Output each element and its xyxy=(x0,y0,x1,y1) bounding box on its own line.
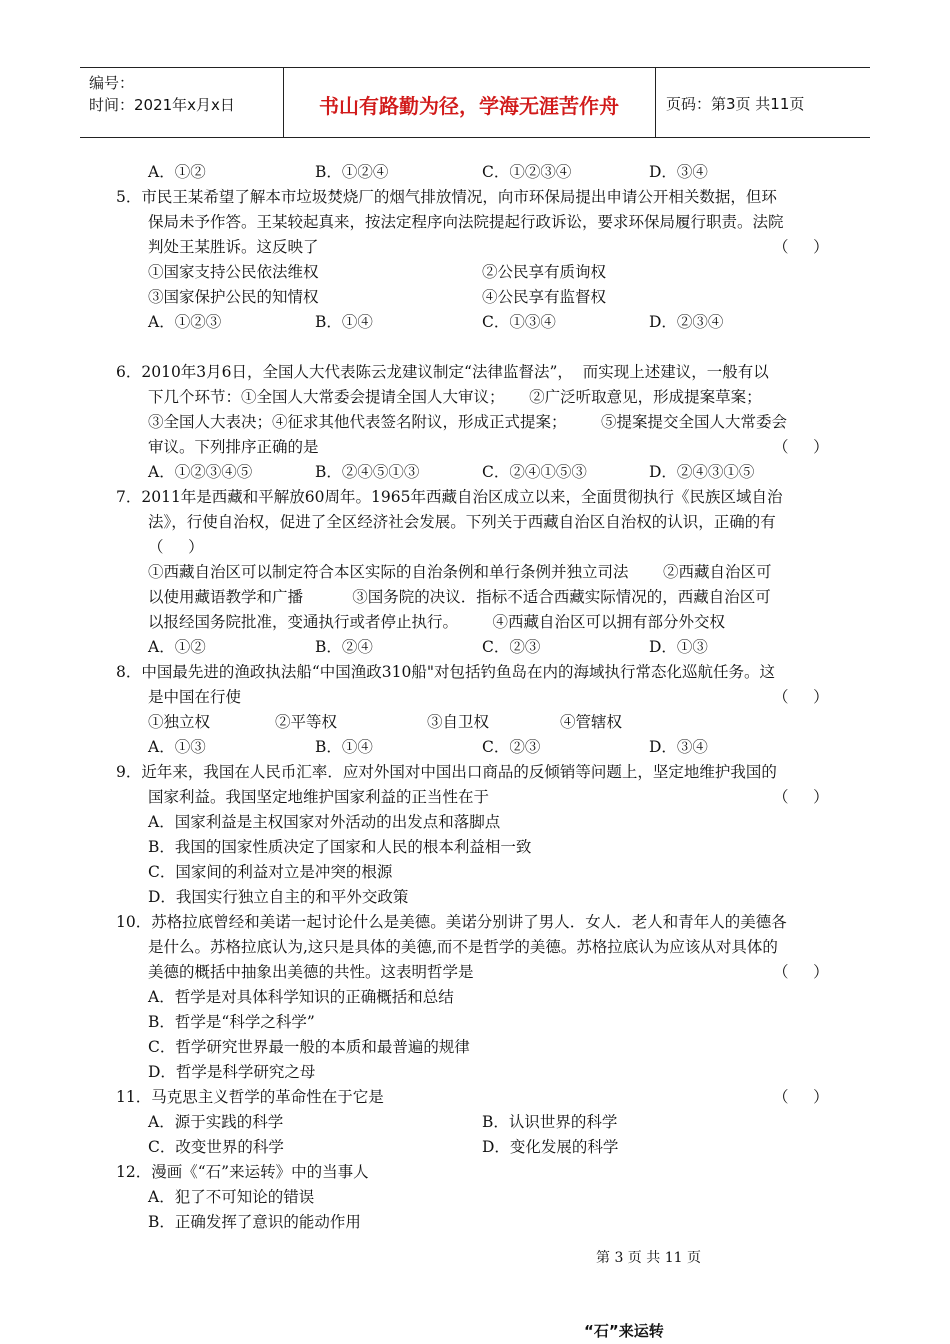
answer-bracket: （ ） xyxy=(773,788,829,806)
text-line: C．②③ xyxy=(482,638,541,656)
text-line: D．哲学是科学研究之母 xyxy=(148,1063,316,1081)
text-line: C．①③④ xyxy=(482,313,556,331)
text-line: C．哲学研究世界最一般的本质和最普遍的规律 xyxy=(148,1038,470,1056)
text-line: 保局未予作答。王某较起真来，按法定程序向法院提起行政诉讼，要求环保局履行职责。法院 xyxy=(148,213,784,231)
code-label: 编号： xyxy=(89,74,135,92)
text-line: 12．漫画《“石”来运转》中的当事人 xyxy=(116,1163,369,1181)
text-line: 6．2010年3月6日，全国人大代表陈云龙建议制定“法律监督法”， 而实现上述建议，一般有以 xyxy=(116,363,769,381)
text-line: ④公民享有监督权 xyxy=(482,288,607,306)
text-line: D．②③④ xyxy=(649,313,724,331)
text-line: 美德的概括中抽象出美德的共性。这表明哲学是 xyxy=(148,963,474,981)
text-line: 是中国在行使 xyxy=(148,688,242,706)
text-line: ③全国人大表决；④征求其他代表签名附议，形成正式提案； ⑤提案提交全国人大常委会 xyxy=(148,413,787,431)
text-line: C．①②③④ xyxy=(482,163,572,181)
text-line: A．犯了不可知论的错误 xyxy=(148,1188,315,1206)
text-line: A．①② xyxy=(148,638,206,656)
header-page-label: 页码：第3页 共11页 xyxy=(666,95,805,113)
text-line: ②公民享有质询权 xyxy=(482,263,607,281)
text-line: A．源于实践的科学 xyxy=(148,1113,284,1131)
text-line: C．国家间的利益对立是冲突的根源 xyxy=(148,863,393,881)
document-header xyxy=(80,67,870,138)
text-line: A．①②③ xyxy=(148,313,222,331)
text-line: ①西藏自治区可以制定符合本区实际的自治条例和单行条例并独立司法 ②西藏自治区可 xyxy=(148,563,772,581)
text-line: ②平等权 xyxy=(275,713,338,731)
text-line: A．国家利益是主权国家对外活动的出发点和落脚点 xyxy=(148,813,501,831)
text-line: ③国家保护公民的知情权 xyxy=(148,288,319,306)
text-line: B．我国的国家性质决定了国家和人民的根本利益相一致 xyxy=(148,838,532,856)
text-line: 以使用藏语教学和广播 ③国务院的决议．指标不适合西藏实际情况的，西藏自治区可 xyxy=(148,588,771,606)
answer-bracket: （ ） xyxy=(773,1088,829,1106)
cartoon-caption: “石”来运转 xyxy=(584,1322,664,1340)
text-line: A．哲学是对具体科学知识的正确概括和总结 xyxy=(148,988,454,1006)
text-line: D．①③ xyxy=(649,638,708,656)
text-line: ①国家支持公民依法维权 xyxy=(148,263,319,281)
text-line: 国家利益。我国坚定地维护国家利益的正当性在于 xyxy=(148,788,490,806)
text-line: 判处王某胜诉。这反映了 xyxy=(148,238,319,256)
text-line: A．①② xyxy=(148,163,206,181)
answer-bracket: （ ） xyxy=(773,438,829,456)
text-line: B．①④ xyxy=(315,738,373,756)
text-line: B．哲学是“科学之科学” xyxy=(148,1013,315,1031)
text-line: 10．苏格拉底曾经和美诺一起讨论什么是美德。美诺分别讲了男人．女人．老人和青年人的美德各 xyxy=(116,913,787,931)
header-divider xyxy=(655,68,656,137)
text-line: A．①②③④⑤ xyxy=(148,463,253,481)
text-line: C．②④①⑤③ xyxy=(482,463,587,481)
date-label: 时间：2021年x月x日 xyxy=(89,96,235,114)
text-line: D．我国实行独立自主的和平外交政策 xyxy=(148,888,409,906)
text-line: 11．马克思主义哲学的革命性在于它是 xyxy=(116,1088,384,1106)
text-line: C．改变世界的科学 xyxy=(148,1138,284,1156)
page-footer: 第 3 页 共 11 页 xyxy=(596,1250,701,1266)
text-line: B．②④ xyxy=(315,638,373,656)
answer-bracket: （ ） xyxy=(773,963,829,981)
text-line: C．②③ xyxy=(482,738,541,756)
text-line: B．认识世界的科学 xyxy=(482,1113,618,1131)
text-line: D．变化发展的科学 xyxy=(482,1138,619,1156)
header-meta xyxy=(89,72,235,116)
text-line: 是什么。苏格拉底认为,这只是具体的美德,而不是哲学的美德。苏格拉底认为应该从对具体的 xyxy=(148,938,778,956)
text-line: ④管辖权 xyxy=(560,713,623,731)
text-line: 以报经国务院批准，变通执行或者停止执行。 ④西藏自治区可以拥有部分外交权 xyxy=(148,613,725,631)
text-line: D．②④③①⑤ xyxy=(649,463,755,481)
text-line: B．②④⑤①③ xyxy=(315,463,420,481)
text-line: D．③④ xyxy=(649,163,708,181)
answer-bracket: （ ） xyxy=(773,238,829,256)
text-line: B．①④ xyxy=(315,313,373,331)
text-line: 法》，行使自治权，促进了全区经济社会发展。下列关于西藏自治区自治权的认识，正确的有 xyxy=(148,513,776,531)
text-line: D．③④ xyxy=(649,738,708,756)
header-motto: 书山有路勤为径，学海无涯苦作舟 xyxy=(319,94,619,118)
text-line: 5．市民王某希望了解本市垃圾焚烧厂的烟气排放情况，向市环保局提出申请公开相关数据，但环 xyxy=(116,188,777,206)
text-line: 审议。下列排序正确的是 xyxy=(148,438,319,456)
text-line: 7．2011年是西藏和平解放60周年。1965年西藏自治区成立以来，全面贯彻执行《民族区域自治 xyxy=(116,488,783,506)
text-line: （ ） xyxy=(148,538,204,556)
text-line: 下几个环节：①全国人大常委会提请全国人大审议； ②广泛听取意见，形成提案草案； xyxy=(148,388,762,406)
text-line: 9．近年来，我国在人民币汇率．应对外国对中国出口商品的反倾销等问题上，坚定地维护我国的 xyxy=(116,763,777,781)
text-line: B．正确发挥了意识的能动作用 xyxy=(148,1213,361,1231)
text-line: ③自卫权 xyxy=(427,713,490,731)
text-line: ①独立权 xyxy=(148,713,211,731)
text-line: 8．中国最先进的渔政执法船“中国渔政310船"对包括钓鱼岛在内的海域执行常态化巡航任务。这 xyxy=(116,663,776,681)
text-line: A．①③ xyxy=(148,738,206,756)
text-line: B．①②④ xyxy=(315,163,389,181)
answer-bracket: （ ） xyxy=(773,688,829,706)
